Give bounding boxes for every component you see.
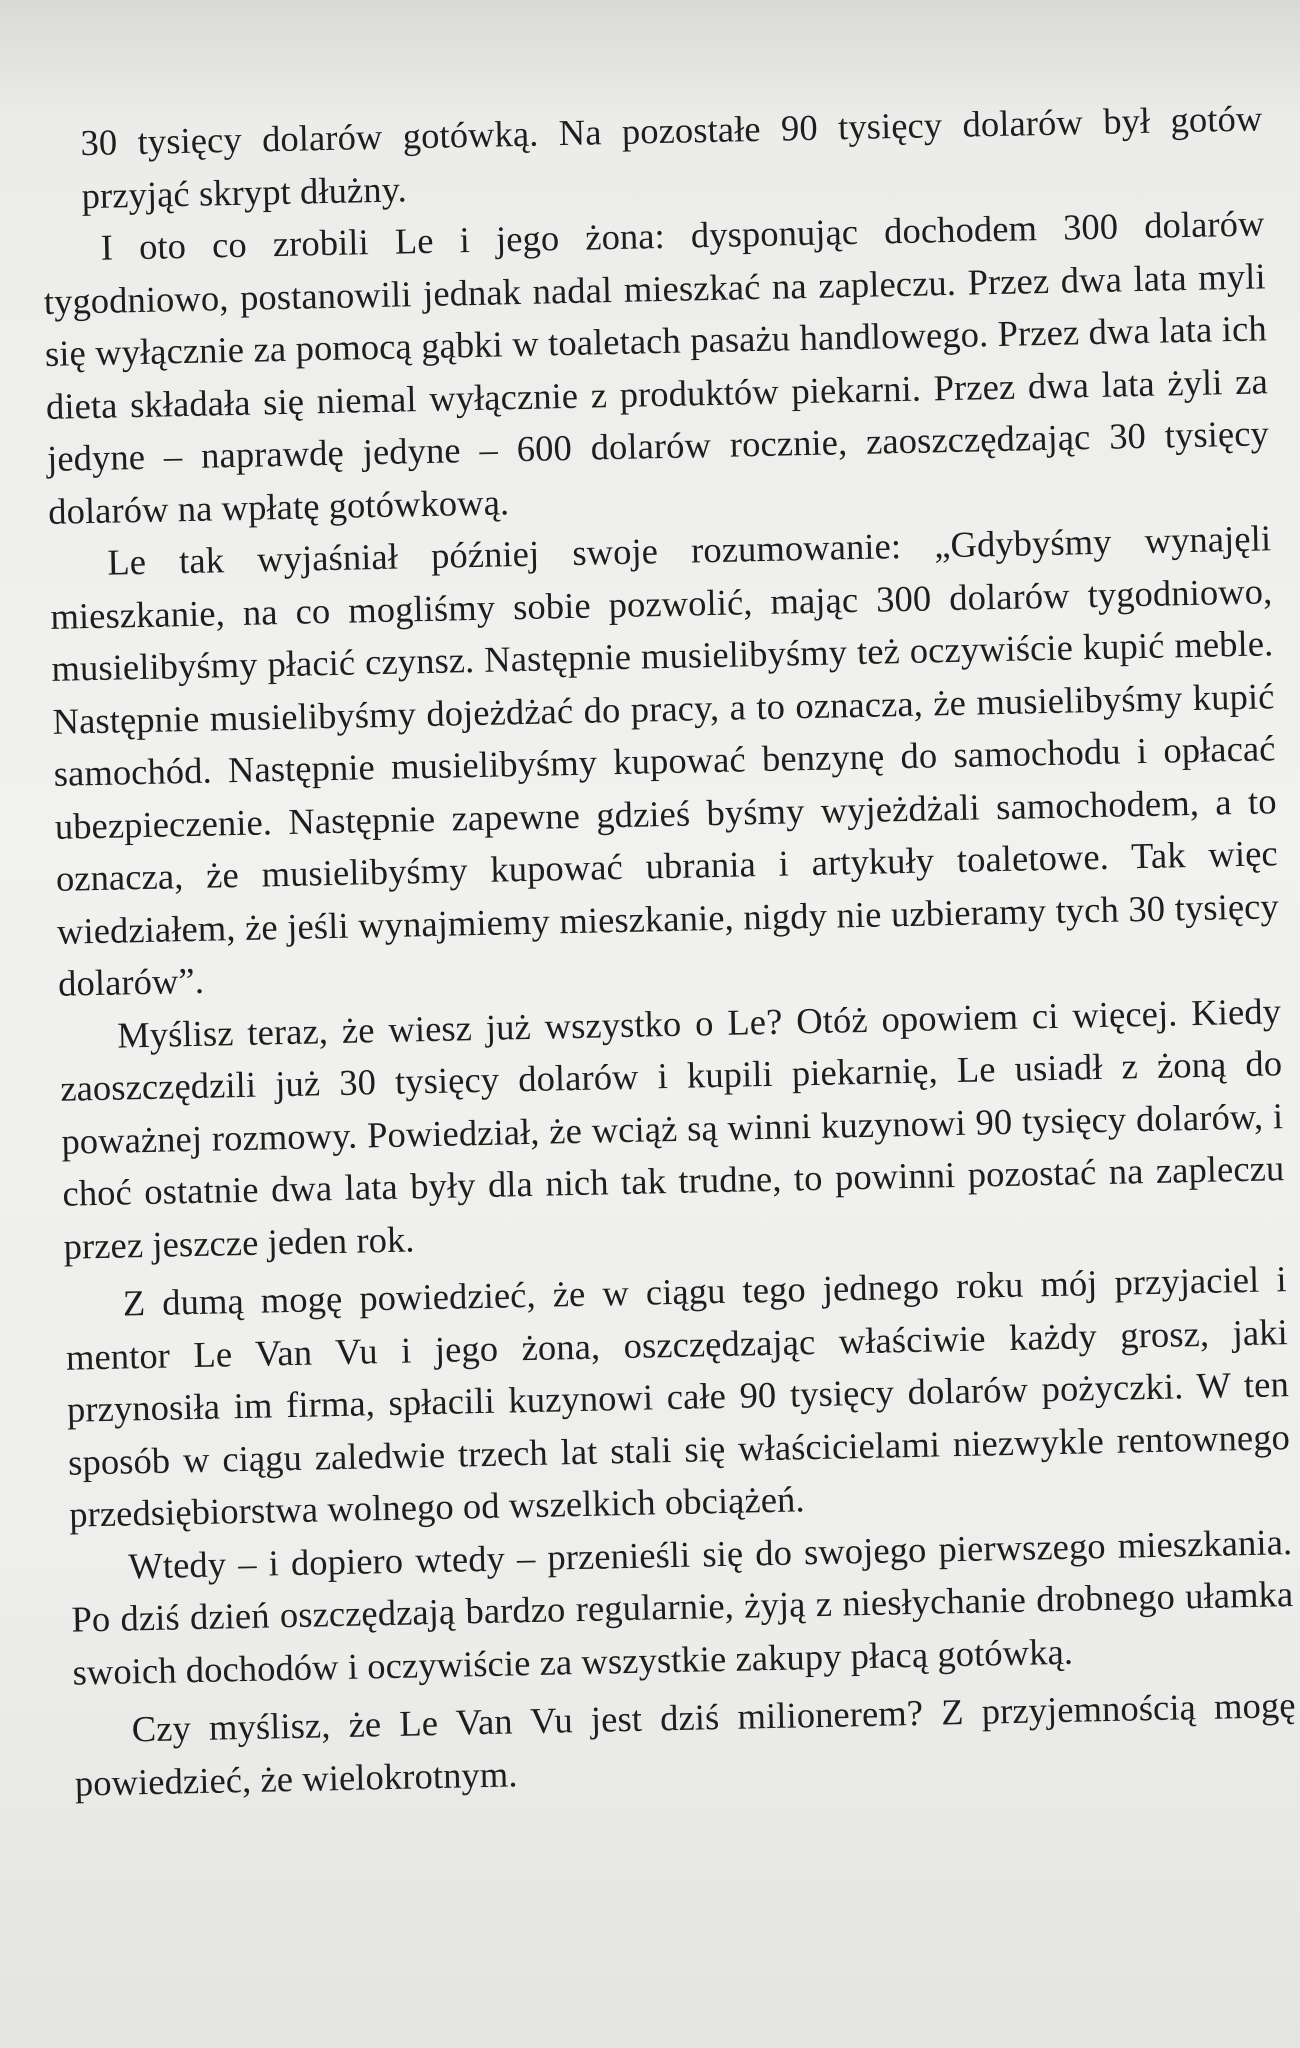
paragraph-1: 30 tysięcy dolarów gotówką. Na pozostałe 90 tysięcy dolarów był gotów przyjąć skrypt dłużny. (80, 97, 1263, 216)
paragraph-2: I oto co zrobili Le i jego żona: dysponując dochodem 300 dolarów tygodniowo, postanowili jednak nadal mieszkać na zapleczu. Przez dwa lata myli się wyłącznie za pomocą gąbki w toaletach pasażu handlowego. Przez dwa lata ich dieta składała się niemal wyłącznie z produktów piekarni. Przez dwa lata żyli za jedyne – naprawdę jedyne – 600 dolarów rocznie, zaoszczędzając 30 tysięcy dolarów na wpłatę gotówkową. (43, 202, 1270, 532)
body-text (40, 92, 1297, 1809)
paragraph-3: Le tak wyjaśniał później swoje rozumowanie: „Gdybyśmy wynajęli mieszkanie, na co mogliśmy sobie pozwolić, mając 300 dolarów tygodniowo, musielibyśmy płacić czynsz. Następnie musielibyśmy też oczywiście kupić meble. Następnie musielibyśmy dojeżdżać do pracy, a to oznacza, że musielibyśmy kupić samochód. Następnie musielibyśmy kupować benzynę do samochodu i opłacać ubezpieczenie. Następnie zapewne gdzieś byśmy wyjeżdżali samochodem, a to oznacza, że musielibyśmy kupować ubrania i artykuły toaletowe. Tak więc wiedziałem, że jeśli wynajmiemy mieszkanie, nigdy nie uzbieramy tych 30 tysięcy dolarów”. (50, 517, 1280, 1004)
paragraph-7: Czy myślisz, że Le Van Vu jest dziś milionerem? Z przyjemnością mogę powiedzieć, że wielokrotnym. (74, 1684, 1296, 1804)
paragraph-4: Myślisz teraz, że wiesz już wszystko o Le? Otóż opowiem ci więcej. Kiedy zaoszczędzili już 30 tysięcy dolarów i kupili piekarnię, Le usiadł z żoną do poważnej rozmowy. Powiedział, że wciąż są winni kuzynowi 90 tysięcy dolarów, i choć ostatnie dwa lata były dla nich tak trudne, to powinni pozostać na zapleczu przez jeszcze jeden rok. (59, 989, 1285, 1267)
paragraph-5: Z dumą mogę powiedzieć, że w ciągu tego jednego roku mój przyjaciel i mentor Le Van Vu i jego żona, oszczędzając właściwie każdy grosz, jaki przynosiła im firma, spłacili kuzynowi całe 90 tysięcy dolarów pożyczki. W ten sposób w ciągu zaledwie trzech lat stali się właścicielami niezwykle rentownego przedsiębiorstwa wolnego od wszelkich obciążeń. (65, 1258, 1291, 1535)
paragraph-6: Wtedy – i dopiero wtedy – przenieśli się do swojego pierwszego mieszkania. Po dziś dzień oszczędzają bardzo regularnie, żyją z niesłychanie drobnego ułamka swoich dochodów i oczywiście za wszystkie zakupy płacą gotówką. (71, 1520, 1294, 1693)
